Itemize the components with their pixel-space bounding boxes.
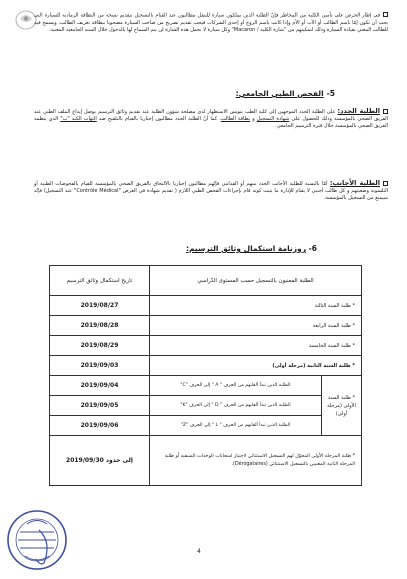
foreign-students-text: أمّا بالنسبة للطلبة الأجانب الجدد منهم أو القدامى فإنّهم مطالبون إجباريا بالالتحاق بالفريق الصحي بالمؤسسة للقيام بالفحوصات الطبية أو التلسوية وضعيتهم و كل طالب أجنبي لا يقدّم للإدارة ما يثبت كونه قام بإجراءات الفحص الطبي اللازم ( تقديم شهادة في الغرض "Contrôle Médical" عند التسجيل) فإنّه سيمنع من التسجيل بالمؤسسة.	[34, 181, 388, 202]
page-number: 4	[197, 548, 201, 555]
checkbox-bullet-icon	[383, 12, 388, 17]
checkbox-bullet-icon	[383, 109, 388, 114]
row-level: * طلبة السنة الثانية (مرحلة أولى)	[150, 356, 362, 376]
table-row	[50, 416, 362, 436]
new-students-text-2: و	[252, 116, 255, 123]
table-row	[50, 376, 362, 396]
section-5-number: 5-	[326, 89, 335, 98]
table-row	[50, 316, 362, 336]
row-level: * طلبة السنة الرابعة	[150, 316, 362, 336]
vehicle-paragraph	[34, 12, 388, 34]
section-5-title: الفحص الطبي الجامعي:	[235, 89, 324, 98]
table-row	[50, 436, 362, 486]
section-5-heading	[236, 89, 335, 98]
registration-schedule-table	[49, 265, 362, 486]
table-row	[50, 396, 362, 416]
row-derogation-text: * طلبة المرحلة الأولى المخوّل لهم التسجيل الاستثنائي لاجتياز امتحانات الوحدات المتبقية أو طلبة المرحلة الثانية المعنيين بالتسجيل الاستثنائي (Dérogataires).	[150, 436, 362, 486]
row-date: 2019/08/29	[50, 336, 150, 356]
new-students-text-4: الذي ينظمه الفريق الصحي بالمؤسسة خلال فترة الترسيم الجامعي.	[34, 116, 388, 130]
foreign-students-paragraph	[34, 180, 388, 203]
section-6-number: 6-	[308, 244, 317, 253]
new-students-lead: الطلبة الجدد:	[337, 107, 380, 115]
row-date: 2019/09/05	[50, 396, 150, 416]
new-students-paragraph	[34, 108, 388, 131]
table-row	[50, 336, 362, 356]
registration-certificate-term: شهادة التسجيل	[256, 116, 290, 123]
table-header-row	[50, 266, 362, 296]
new-students-text-1: على الطلبة الجدد الموجهين إلى كلية الطب بتونس الاستظهار لدى مصلحة شؤون الطلبة عند تقديم وثائق الترسيم بوصل إيداع الملف الطبي عند الفريق الصحي بالمؤسسة وذلك للحصول على	[34, 109, 388, 123]
first-year-group-label: * طلبة السنة الأولى (مرحلة أولى)	[322, 376, 362, 436]
hepatitis-b-term: التهاب الكبد "ب"	[60, 116, 97, 123]
student-card-term: بطاقة الطالب	[220, 116, 251, 123]
official-stamp	[5, 508, 69, 572]
row-date: 2019/09/04	[50, 376, 150, 396]
table-row	[50, 296, 362, 316]
table-row	[50, 356, 362, 376]
row-surname-range: الطلبة الذين تبدأ ألقابهم من الحرف " A " إلى الحرف "C"	[150, 376, 322, 396]
section-6-title: روزنامة استكمال وثائق الترسيم:	[186, 244, 307, 253]
row-surname-range: الطلبة الذين تبدأ ألقابهم من الحرف " D " إلى الحرف "K"	[150, 396, 322, 416]
row-date: 2019/08/28	[50, 316, 150, 336]
row-date: 2019/08/27	[50, 296, 150, 316]
foreign-students-lead: الطلبة الأجانب:	[329, 179, 381, 187]
header-level: الطلبة المعنيون بالتسجيل حسب المستوى الدّراسي	[150, 266, 362, 296]
row-level: * طلبة السنة الخامسة	[150, 336, 362, 356]
row-surname-range: الطلبة الذين تبدأ ألقابهم من الحرف " L " إلى الحرف "Z"	[150, 416, 322, 436]
vehicle-paragraph-text: في إطار الحرص على تأمين الكلية من المخاطر فإنّ الطلبة الذين يملكون سيارة للتنقل مطالبون عند القيام بالتسجيل بتقديم نسخة من البطاقة الرمادية للسيارة التي يجب أن تكون إمّا باسم الطالب أو الأب أو الأم وإذا كانت باسم الزوج أو إحدى الشركات فيجب تقديم تصريح من صاحب السيارة مصحوبا ببطاقة تعريف الطالب. ويسمح فيه للطالب المعني بقيادة السيارة وذلك لتمكينهم من "شارة الكلية / Macaron" وكل سيارة لا تحمل هذه الشارة لن يتم السماح لها بالدخول خلال السنة الجامعية المعنية.	[34, 12, 388, 33]
new-students-text-3: . كما أنّ الطلبة الجدد مطالبون إجباريا بالقيام بالتلقيح ضد	[98, 116, 221, 123]
checkbox-bullet-icon	[383, 181, 388, 186]
row-derogation-date: إلى حدود 2019/09/30	[50, 436, 150, 486]
row-date: 2019/09/06	[50, 416, 150, 436]
header-date: تاريخ استكمال وثائق الترسيم	[50, 266, 150, 296]
row-level: * طلبة السنة الثالثة	[150, 296, 362, 316]
row-date: 2019/09/03	[50, 356, 150, 376]
section-6-heading	[186, 244, 317, 253]
